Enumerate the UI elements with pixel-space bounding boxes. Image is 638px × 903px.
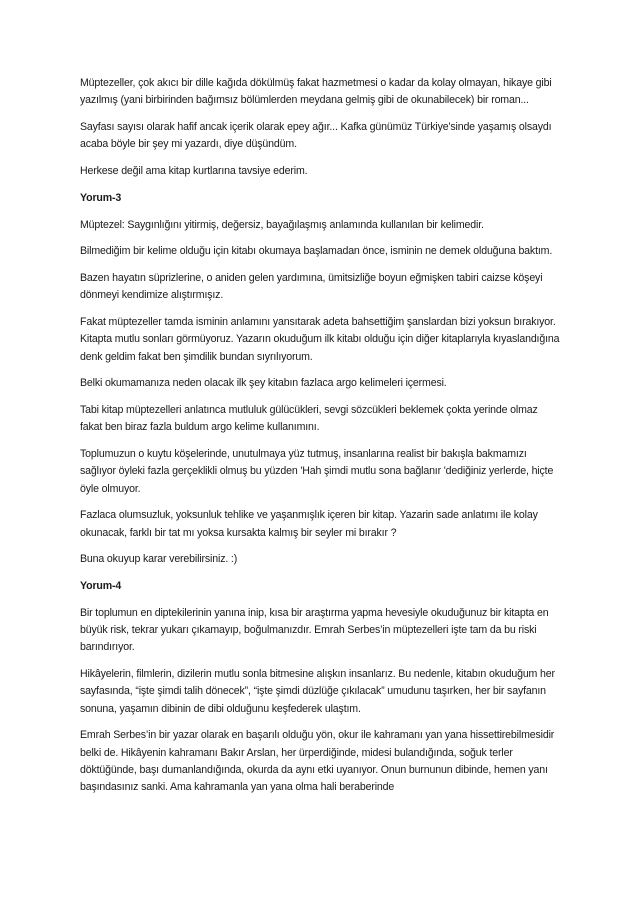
paragraph-3: Herkese değil ama kitap kurtlarına tavsiye ederim. bbox=[80, 165, 308, 177]
paragraph-4: Müptezel: Saygınlığını yitirmiş, değersiz, bayağılaşmış anlamında kullanılan bir kelimedir. bbox=[80, 218, 484, 231]
paragraph-8: Belki okumamanıza neden olacak ilk şey kitabın fazlaca argo kelimeleri içermesi. bbox=[80, 377, 447, 390]
paragraph-13: Bir toplumun en diptekilerinin yanına inip, kısa bir araştırma yapma hevesiyle okuduğunuz bir kitapta en büyük risk, tekrar yukarı çıkamayıp, boğulmanızdır. Emrah Serbes’in müptezelleri işte tam da bu riski barındırıyor. bbox=[80, 606, 549, 654]
paragraph-5: Bilmediğim bir kelime olduğu için kitabı okumaya başlamadan önce, isminin ne demek olduğuna baktım. bbox=[80, 245, 553, 258]
section-heading-yorum-4: Yorum-4 bbox=[80, 580, 122, 593]
paragraph-14: Hikâyelerin, filmlerin, dizilerin mutlu sonla bitmesine alışkın insanlarız. Bu nedenle, kitabın okuduğum her sayfasında, “işte şimdi talih dönecek”, “işte şimdi düzlüğe çıkılacak” umudunu taşırken, her bir sayfanın sonuna, yaşamın dibinin de dibi olduğunu keşfederek ulaştım. bbox=[80, 668, 555, 715]
paragraph-2: Sayfası sayısı olarak hafif ancak içerik olarak epey ağır... Kafka günümüz Türkiye'sinde yaşamış olsaydı acaba böyle bir şey mi yazardı, diye düşündüm. bbox=[80, 121, 552, 151]
paragraph-9: Tabi kitap müptezelleri anlatınca mutluluk gülücükleri, sevgi sözcükleri beklemek çokta yerinde olmaz fakat ben biraz fazla buldum argo kelime kullanımını. bbox=[80, 404, 538, 434]
paragraph-10: Toplumuzun o kuytu köşelerinde, unutulmaya yüz tutmuş, insanlarına realist bir bakışla bakmamızı sağlıyor öyleki fazla gerçeklikli olmuş bu yüzden 'Hah şimdi mutlu sona bağlanır 'dediğiniz yerlerde, hiçte öyle olmuyor. bbox=[80, 448, 554, 495]
document-page bbox=[80, 75, 562, 806]
section-heading-yorum-3: Yorum-3 bbox=[80, 191, 122, 204]
paragraph-11: Fazlaca olumsuzluk, yoksunluk tehlike ve yaşanmışlık içeren bir kitap. Yazarin sade anlatımı ile kolay okunacak, farklı bir tat mı yoksa kursakta kalmış bir seyler mi bırakır ? bbox=[80, 509, 538, 539]
paragraph-7: Fakat müptezeller tamda isminin anlamını yansıtarak adeta bahsettiğim şanslardan bizi yoksun bırakıyor. Kitapta mutlu sonları görmüyoruz. Yazarın okuduğum ilk kitabı olduğu için diğer kitaplarıyla kıyaslandığına denk geldim fakat ben şimdilik bundan sıyrılıyorum. bbox=[80, 316, 560, 363]
paragraph-1: Müptezeller, çok akıcı bir dille kağıda dökülmüş fakat hazmetmesi o kadar da kolay olmayan, hikaye gibi yazılmış (yani birbirinden bağımsız bölümlerden meydana gelmiş gibi de okunabilecek) bir roman... bbox=[80, 77, 552, 107]
paragraph-6: Bazen hayatın süprizlerine, o aniden gelen yardımına, ümitsizliğe boyun eğmişken tabiri caizse köşeyi dönmeyi kendimize alıştırmışız. bbox=[80, 272, 543, 302]
paragraph-12: Buna okuyup karar verebilirsiniz. :) bbox=[80, 553, 238, 566]
paragraph-15: Emrah Serbes’in bir yazar olarak en başarılı olduğu yön, okur ile kahramanı yan yana hissettirebilmesidir belki de. Hikâyenin kahramanı Bakır Arslan, her ürperdiğinde, midesi bulandığında, soğuk terler döktüğünde, başı dumanlandığında, okurda da aynı etki uyanıyor. Onun burnunun dibinde, hemen yanı başındasınız sanki. Ama kahramanla yan yana olma hali beraberinde bbox=[80, 729, 555, 793]
